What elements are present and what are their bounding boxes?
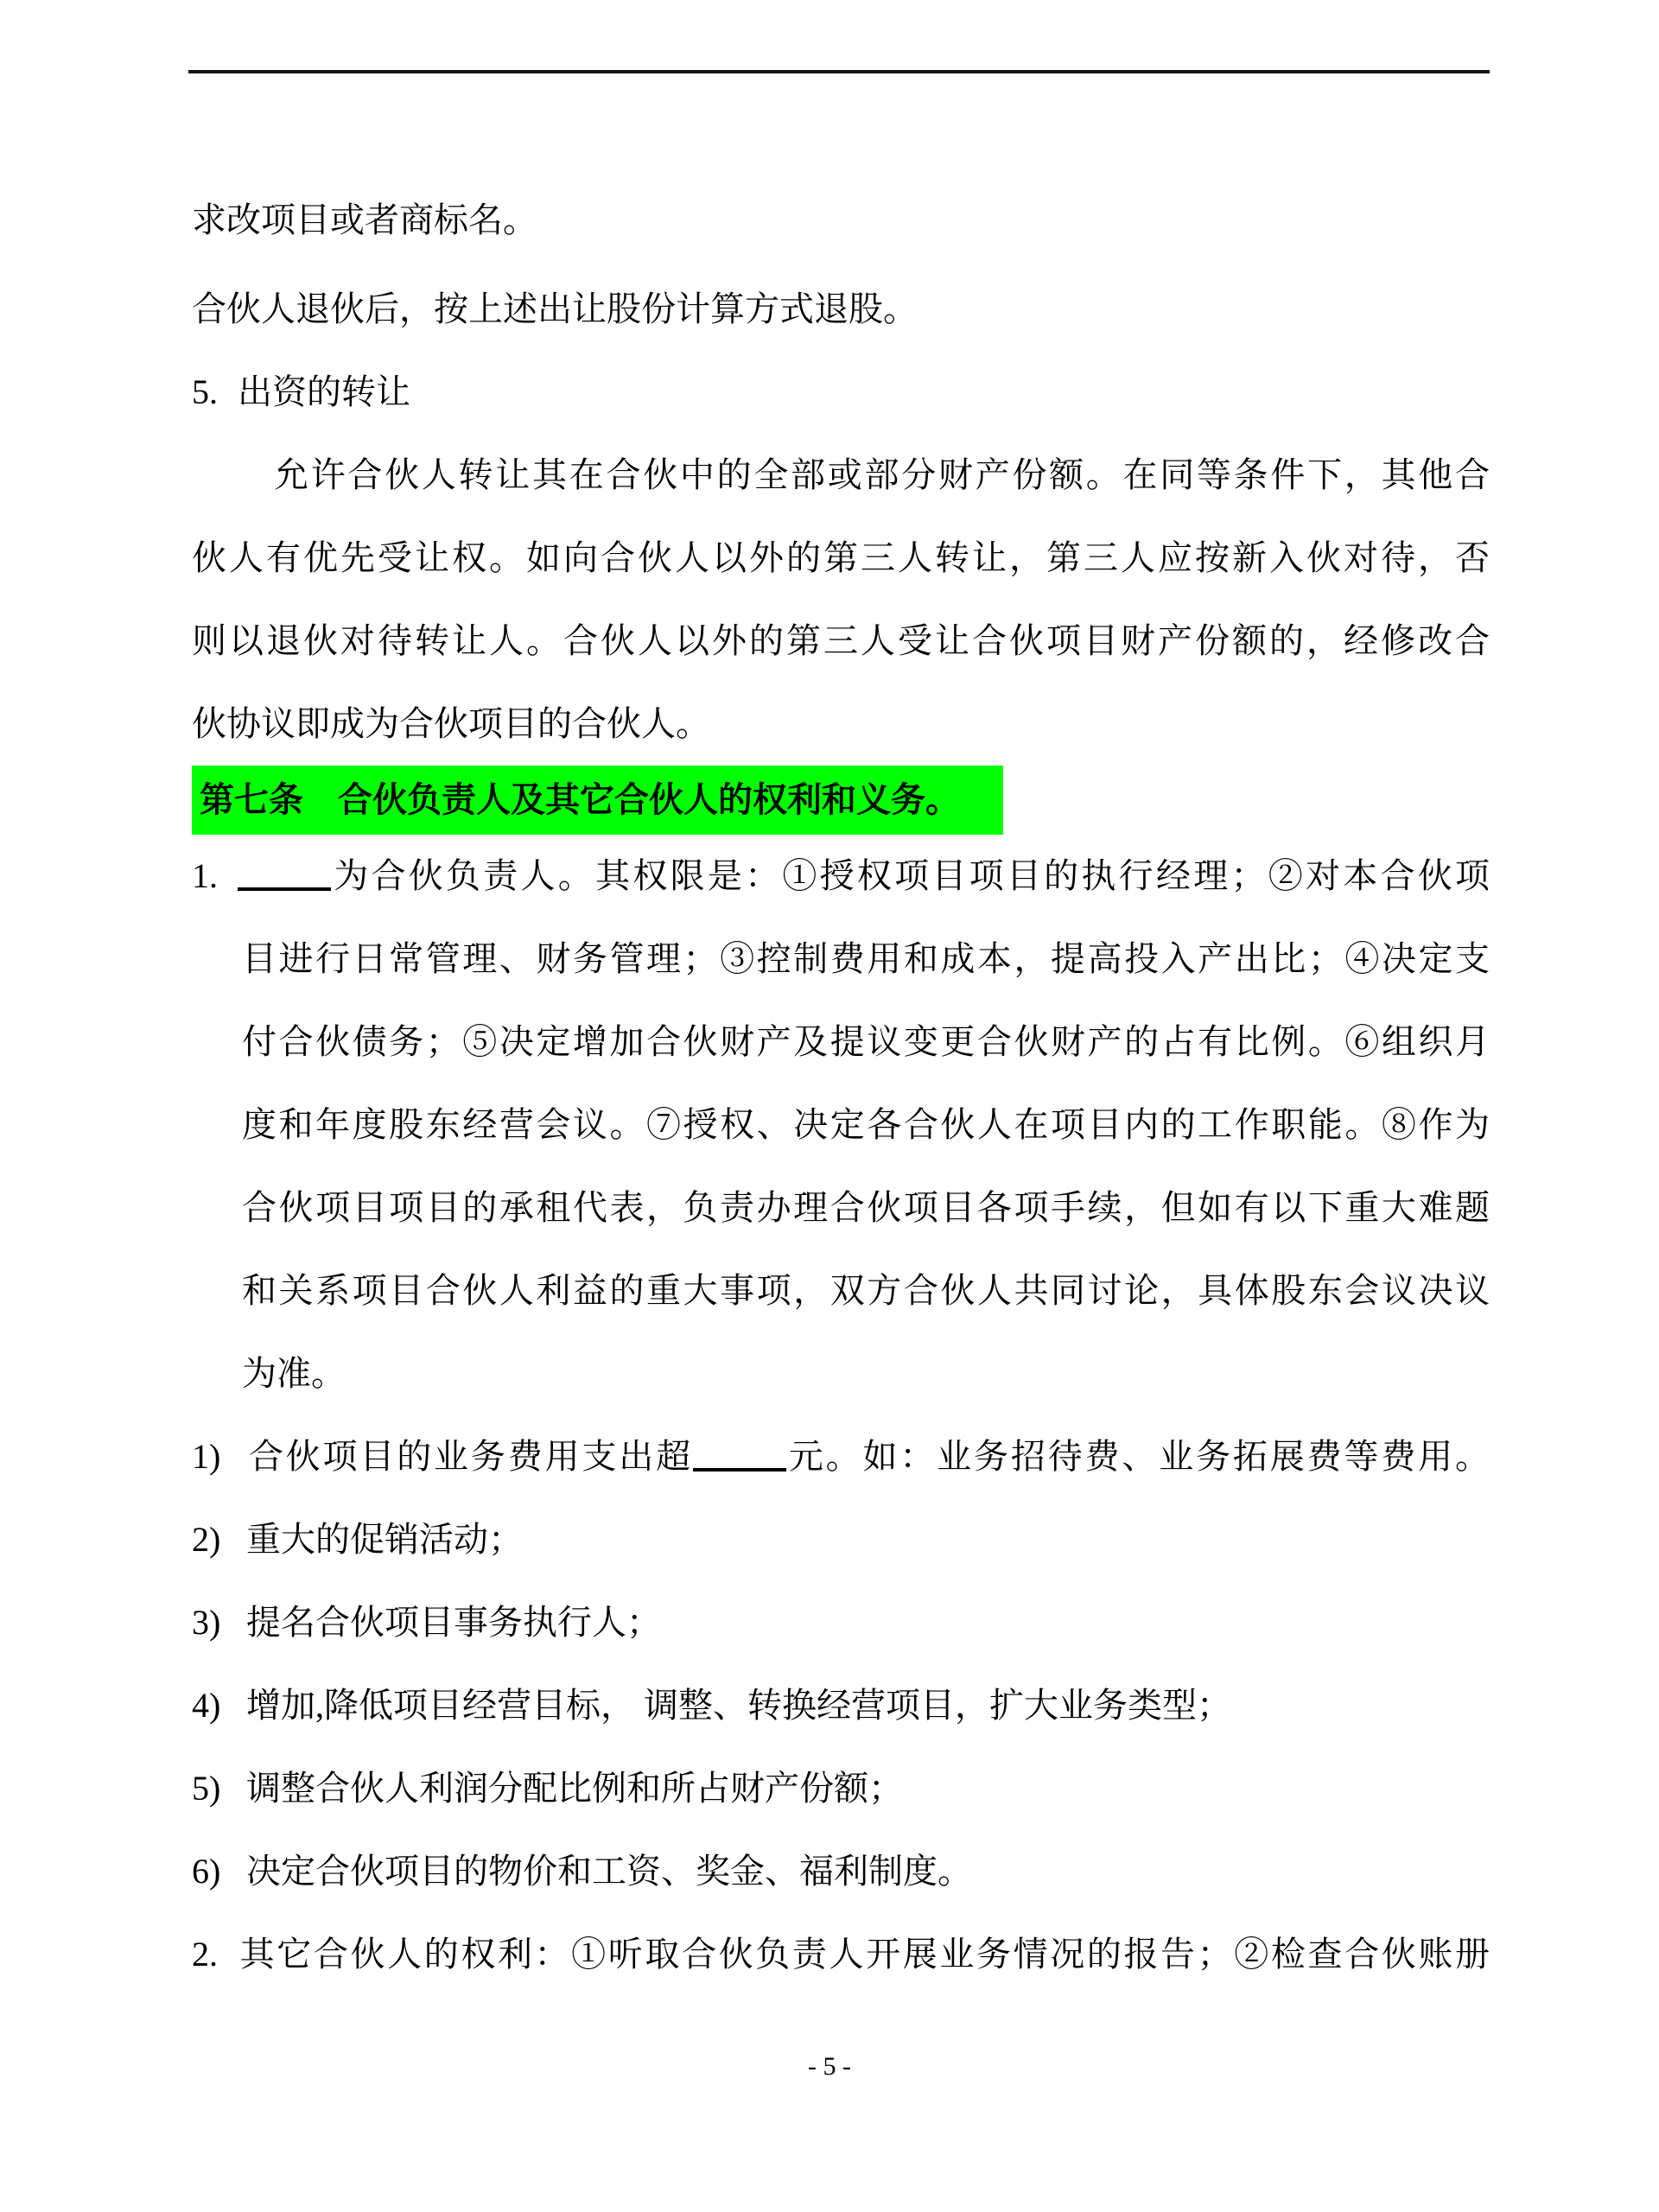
document-body [192, 179, 1490, 1996]
item1-line-2: 目进行日常管理、财务管理；③控制费用和成本，提高投入产出比；④决定支 [242, 939, 1490, 978]
transfer-para-line-4: 伙协议即成为合伙项目的合伙人。 [192, 704, 710, 743]
list-number: 1. [192, 856, 218, 895]
section7-heading [192, 766, 1490, 835]
item1-line-4: 度和年度股东经营会议。⑦授权、决定各合伙人在项目内的工作职能。⑧作为 [242, 1105, 1490, 1144]
list-number: 6) [192, 1852, 221, 1891]
item1-line-7: 为准。 [242, 1354, 346, 1393]
list-number: 5. [192, 372, 218, 411]
text-run: 决定合伙项目的物价和工资、奖金、福利制度。 [246, 1852, 972, 1891]
text-run: 调整合伙人利润分配比例和所占财产份额； [246, 1769, 903, 1808]
text-run: 增加,降低项目经营目标， 调整、转换经营项目，扩大业务类型； [246, 1686, 1231, 1725]
section7-heading-highlight: 第七条 合伙负责人及其它合伙人的权利和义务。 [192, 766, 1003, 835]
subitem1-line [192, 1415, 1490, 1498]
item5-line [192, 351, 1490, 434]
text-run: 合伙项目的业务费用支出超 [246, 1437, 693, 1476]
list-number: 5) [192, 1769, 221, 1808]
text-run: 为合伙负责人。其权限是：①授权项目项目的执行经理；②对本合伙项 [331, 856, 1490, 895]
transfer-para-line-3: 则以退伙对待转让人。合伙人以外的第三人受让合伙项目财产份额的，经修改合 [192, 621, 1490, 660]
text-run: 其它合伙人的权利：①听取合伙负责人开展业务情况的报告；②检查合伙账册 [238, 1935, 1490, 1974]
list-number: 4) [192, 1686, 221, 1725]
list-number: 2) [192, 1520, 221, 1559]
item1-line-3: 付合伙债务；⑤决定增加合伙财产及提议变更合伙财产的占有比例。⑥组织月 [242, 1022, 1490, 1061]
text-run: 重大的促销活动； [246, 1520, 523, 1559]
subitem4-line [192, 1664, 1490, 1747]
item2-line [192, 1913, 1490, 1996]
item1-line-6: 和关系项目合伙人利益的重大事项，双方合伙人共同讨论，具体股东会议决议 [242, 1271, 1490, 1310]
item1-line-5: 合伙项目项目的承租代表，负责办理合伙项目各项手续，但如有以下重大难题 [242, 1188, 1490, 1227]
text-run: 出资的转让 [238, 372, 410, 411]
subitem5-line [192, 1747, 1490, 1830]
list-number: 1) [192, 1437, 221, 1476]
text-run: 元。如：业务招待费、业务拓展费等费用。 [785, 1437, 1490, 1476]
list-number: 3) [192, 1603, 221, 1642]
blank-underline-field [693, 1463, 786, 1471]
subitem6-line [192, 1830, 1490, 1913]
blank-underline-field [238, 882, 331, 891]
subitem2-line [192, 1498, 1490, 1581]
list-number: 2. [192, 1935, 218, 1974]
header-rule [188, 70, 1490, 73]
text-run: 提名合伙项目事务执行人； [246, 1603, 661, 1642]
item1-line-1 [192, 835, 1490, 918]
intro-line-1 [192, 179, 1490, 262]
intro-line-2 [192, 268, 1490, 351]
page-number: - 5 - [808, 2052, 851, 2081]
transfer-para-line-2: 伙人有优先受让权。如向合伙人以外的第三人转让，第三人应按新入伙对待，否 [192, 538, 1490, 577]
transfer-para-line-1: 允许合伙人转让其在合伙中的全部或部分财产份额。在同等条件下，其他合 [274, 455, 1490, 494]
subitem3-line [192, 1581, 1490, 1664]
text-run: 合伙人退伙后，按上述出让股份计算方式退股。 [192, 289, 918, 328]
text-run: 求改项目或者商标名。 [192, 200, 537, 239]
